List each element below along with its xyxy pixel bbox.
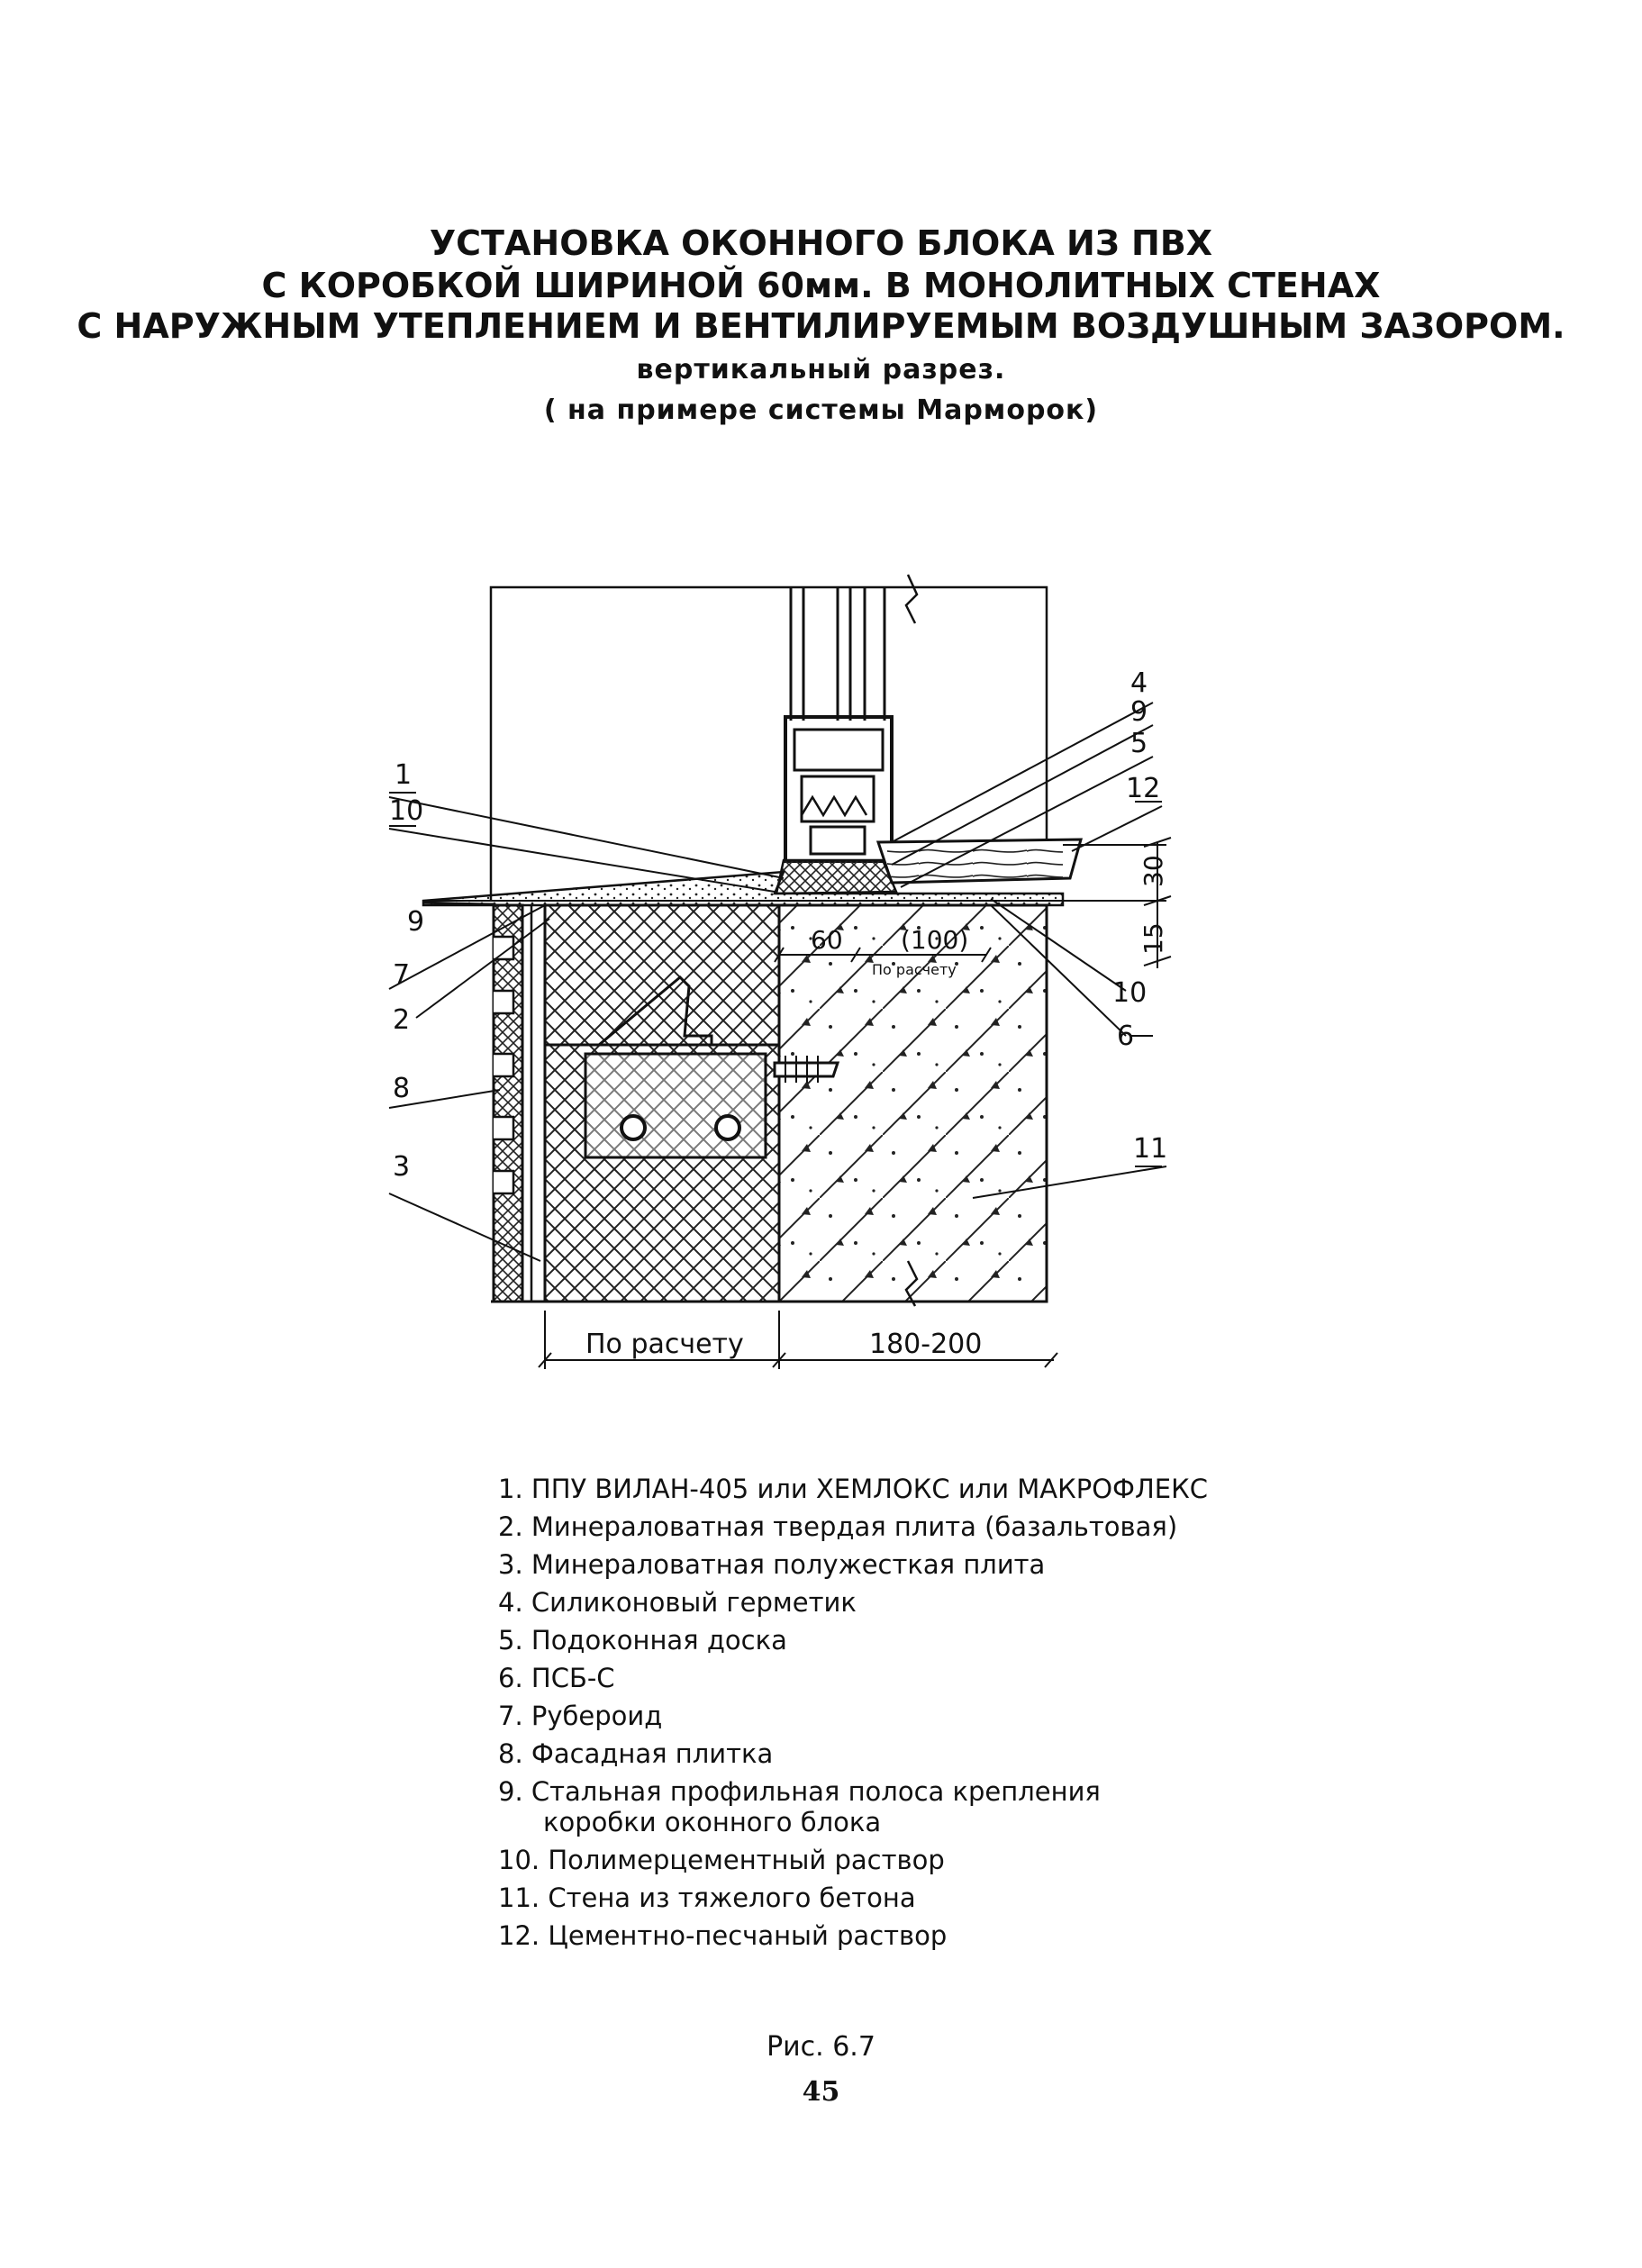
rigid-mineral-wool <box>545 905 779 1045</box>
legend-item-5: 5. Подоконная доска <box>498 1625 787 1656</box>
legend-item-8: 8. Фасадная плитка <box>498 1738 774 1769</box>
legend-item-7: 7. Рубероид <box>498 1701 663 1731</box>
title-line-1: УСТАНОВКА ОКОННОГО БЛОКА ИЗ ПВХ <box>429 223 1213 263</box>
legend-item-10: 10. Полимерцементный раствор <box>498 1845 945 1875</box>
callout-8: 8 <box>393 1073 411 1104</box>
legend-item-4: 4. Силиконовый герметик <box>498 1587 857 1618</box>
dim-30: 30 <box>1139 855 1168 887</box>
title-line-2: С КОРОБКОЙ ШИРИНОЙ 60мм. В МОНОЛИТНЫХ СТЕНАХ <box>261 266 1381 305</box>
legend-item-11: 11. Стена из тяжелого бетона <box>498 1882 916 1913</box>
callout-10-left: 10 <box>389 795 424 827</box>
callout-3: 3 <box>393 1151 411 1183</box>
callout-6: 6 <box>1117 1021 1135 1052</box>
foam-insulation <box>776 860 896 894</box>
window-frame <box>785 587 892 861</box>
legend-list <box>498 1470 1208 1955</box>
callout-11: 11 <box>1133 1133 1168 1165</box>
subtitle-section-type: вертикальный разрез. <box>636 354 1006 386</box>
legend-item-3: 3. Минераловатная полужесткая плита <box>498 1549 1046 1580</box>
dim-po-raschetu: По расчету <box>585 1329 744 1360</box>
callout-9-left: 9 <box>407 906 425 938</box>
figure-caption: Рис. 6.7 <box>767 2031 875 2063</box>
callout-10-right: 10 <box>1112 977 1148 1009</box>
callout-9-right: 9 <box>1130 696 1148 728</box>
callout-7: 7 <box>393 959 411 991</box>
callout-5: 5 <box>1130 728 1148 759</box>
dim-60: 60 <box>811 925 843 955</box>
legend-item-12: 12. Цементно-песчаный раствор <box>498 1920 948 1951</box>
dim-180-200: 180-200 <box>869 1329 983 1360</box>
legend-item-6: 6. ПСБ-С <box>498 1663 615 1693</box>
dim-po-raschetu-small: По расчету <box>872 961 957 978</box>
callout-4: 4 <box>1130 667 1148 699</box>
title-line-3: С НАРУЖНЫМ УТЕПЛЕНИЕМ И ВЕНТИЛИРУЕМЫМ ВОЗДУШНЫМ ЗАЗОРОМ. <box>77 306 1565 346</box>
legend-item-1: 1. ППУ ВИЛАН-405 или ХЕМЛОКС или МАКРОФЛЕКС <box>498 1474 1208 1504</box>
legend-item-9: 9. Стальная профильная полоса крепления <box>498 1776 1101 1807</box>
legend-item-9-continued: коробки оконного блока <box>543 1807 882 1837</box>
dim-15: 15 <box>1139 922 1168 955</box>
subtitle-system-note: ( на примере системы Марморок) <box>543 395 1099 426</box>
callout-1: 1 <box>395 759 413 791</box>
page-number: 45 <box>802 2076 840 2108</box>
callout-2: 2 <box>393 1004 411 1036</box>
callout-12: 12 <box>1126 773 1161 804</box>
legend-item-2: 2. Минераловатная твердая плита (базальтовая) <box>498 1511 1178 1542</box>
dim-100: (100) <box>901 925 969 955</box>
